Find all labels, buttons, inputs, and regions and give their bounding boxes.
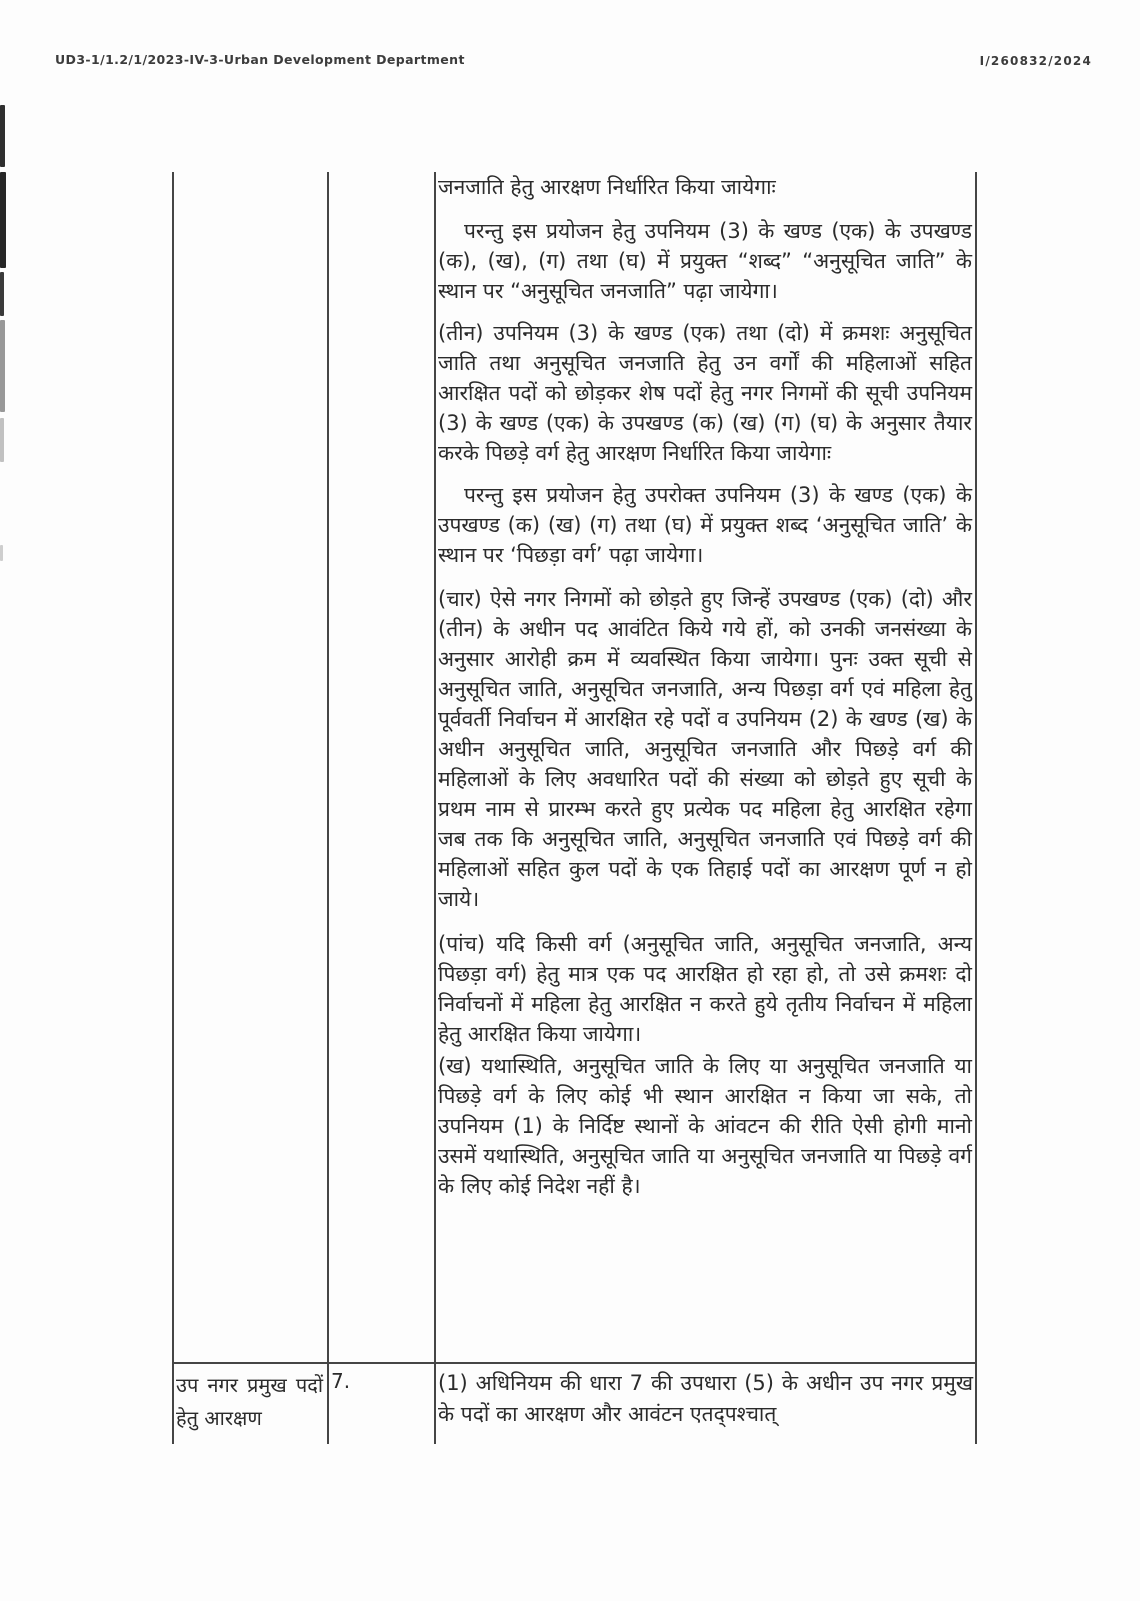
scan-artifact bbox=[0, 418, 4, 462]
clause-paragraph: (चार) ऐसे नगर निगमों को छोड़ते हुए जिन्हें उपखण्ड (एक) (दो) और (तीन) के अधीन पद आवंटित किये गये हों, को उनकी जनसंख्या के अनुसार आरोही क्रम में व्यवस्थित किया जायेगा। पुनः उक्त सूची से अनुसूचित जाति, अनुसूचित जनजाति, अन्य पिछड़ा वर्ग एवं महिला हेतु पूर्ववर्ती निर्वाचन में आरक्षित रहे पदों व उपनियम (2) के खण्ड (ख) के अधीन अनुसूचित जाति, अनुसूचित जनजाति और पिछड़े वर्ग की महिलाओं के लिए अवधारित पदों की संख्या को छोड़ते हुए सूची के प्रथम नाम से प्रारम्भ करते हुए प्रत्येक पद महिला हेतु आरक्षित रहेगा जब तक कि अनुसूचित जाति, अनुसूचित जनजाति एवं पिछड़े वर्ग की महिलाओं सहित कुल पदों के एक तिहाई पदों का आरक्षण पूर्ण न हो जाये। bbox=[438, 587, 972, 911]
table-border-left bbox=[172, 172, 174, 1444]
clause-paragraph: (ख) यथास्थिति, अनुसूचित जाति के लिए या अनुसूचित जनजाति या पिछड़े वर्ग के लिए कोई भी स्थान आरक्षित न किया जा सके, तो उपनियम (1) के निर्दिष्ट स्थानों के आंवटन की रीति ऐसी होगी मानो उसमें यथास्थिति, अनुसूचित जाति या अनुसूचित जनजाति या पिछड़े वर्ग के लिए कोई निदेश नहीं है। bbox=[438, 1054, 972, 1198]
scan-artifact bbox=[0, 545, 3, 561]
clause-paragraph: परन्तु इस प्रयोजन हेतु उपरोक्त उपनियम (3) के खण्ड (एक) के उपखण्ड (क) (ख) (ग) तथा (घ) में प्रयुक्त शब्द ‘अनुसूचित जाति’ के स्थान पर ‘पिछड़ा वर्ग’ पढ़ा जायेगा। bbox=[438, 483, 972, 567]
scan-artifact bbox=[0, 172, 6, 268]
table-row-separator bbox=[172, 1362, 977, 1364]
clause-paragraph: (तीन) उपनियम (3) के खण्ड (एक) तथा (दो) में क्रमशः अनुसूचित जाति तथा अनुसूचित जनजाति हेतु उन वर्गों की महिलाओं सहित आरक्षित पदों को छोड़कर शेष पदों हेतु नगर निगमों की सूची उपनियम (3) के खण्ड (एक) के उपखण्ड (क) (ख) (ग) (घ) के अनुसार तैयार करके पिछड़े वर्ग हेतु आरक्षण निर्धारित किया जायेगाः bbox=[438, 321, 972, 465]
clause-paragraph: परन्तु इस प्रयोजन हेतु उपनियम (3) के खण्ड (एक) के उपखण्ड (क), (ख), (ग) तथा (घ) में प्रयुक्त “शब्द” “अनुसूचित जाति” के स्थान पर “अनुसूचित जनजाति” पढ़ा जायेगा। bbox=[438, 219, 972, 303]
row-subject-cell: उप नगर प्रमुख पदों हेतु आरक्षण bbox=[176, 1373, 323, 1430]
row-provision-cell: (1) अधिनियम की धारा 7 की उपधारा (5) के अधीन उप नगर प्रमुख के पदों का आरक्षण और आवंटन एतद्पश्चात् bbox=[438, 1371, 973, 1426]
table-divider-number-provision bbox=[434, 172, 436, 1444]
scan-artifact bbox=[0, 320, 5, 412]
table-border-right bbox=[975, 172, 977, 1444]
scan-artifact bbox=[0, 105, 5, 167]
table-divider-subject-number bbox=[327, 172, 329, 1444]
file-reference: UD3-1/1.2/1/2023-IV-3-Urban Development Department bbox=[55, 52, 465, 67]
scan-artifact bbox=[0, 272, 4, 316]
clause-paragraph: जनजाति हेतु आरक्षण निर्धारित किया जायेगाः bbox=[438, 175, 776, 199]
clause-paragraph: (पांच) यदि किसी वर्ग (अनुसूचित जाति, अनुसूचित जनजाति, अन्य पिछड़ा वर्ग) हेतु मात्र एक पद आरक्षित हो रहा हो, तो उसे क्रमशः दो निर्वाचनों में महिला हेतु आरक्षित न करते हुये तृतीय निर्वाचन में महिला हेतु आरक्षित किया जायेगा। bbox=[438, 932, 972, 1046]
document-id: I/260832/2024 bbox=[979, 54, 1092, 68]
provision-column bbox=[438, 172, 972, 1201]
row-number-cell: 7. bbox=[331, 1369, 351, 1393]
